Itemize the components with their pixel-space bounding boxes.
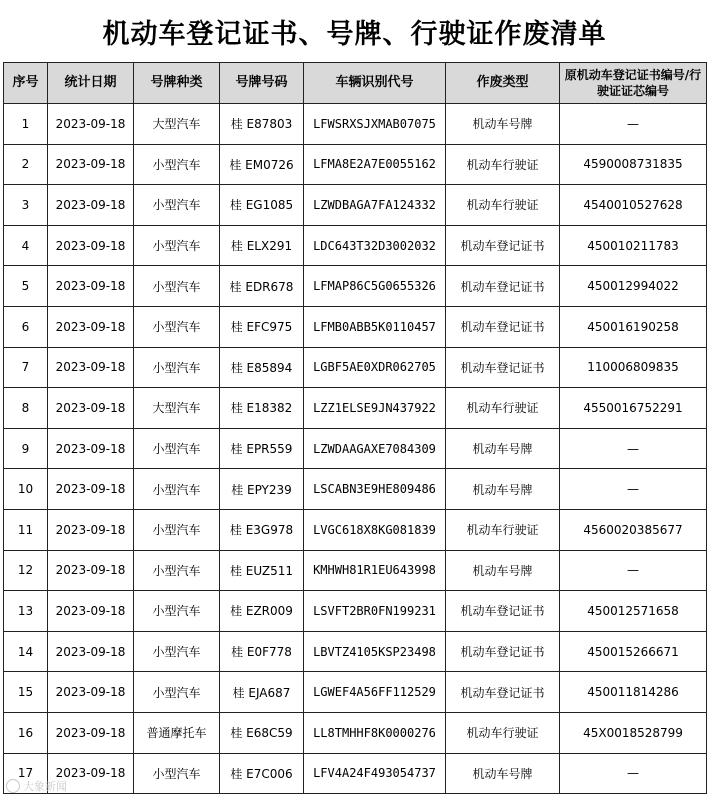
cell-plate-type: 小型汽车 [134, 591, 220, 632]
cell-plate-type: 小型汽车 [134, 266, 220, 307]
cell-index: 6 [4, 306, 48, 347]
cell-vin: LSCABN3E9HE809486 [304, 469, 446, 510]
watermark [6, 778, 67, 794]
cell-void-type: 机动车登记证书 [446, 266, 560, 307]
col-header-plate-number: 号牌号码 [220, 63, 304, 104]
cell-vin: LVGC618X8KG081839 [304, 509, 446, 550]
cell-date: 2023-09-18 [48, 631, 134, 672]
void-list-table [3, 62, 707, 794]
cell-date: 2023-09-18 [48, 266, 134, 307]
cell-void-type: 机动车登记证书 [446, 306, 560, 347]
cell-cert-number: 450015266671 [560, 631, 707, 672]
document-title: 机动车登记证书、号牌、行驶证作废清单 [102, 18, 607, 50]
watermark-logo-icon [6, 779, 20, 793]
cell-void-type: 机动车行驶证 [446, 388, 560, 429]
cell-cert-number: 450012571658 [560, 591, 707, 632]
cell-plate-number: 桂 EUZ511 [220, 550, 304, 591]
cell-void-type: 机动车行驶证 [446, 509, 560, 550]
cell-cert-number: 45X0018528799 [560, 712, 707, 753]
cell-plate-number: 桂 EPY239 [220, 469, 304, 510]
cell-void-type: 机动车登记证书 [446, 631, 560, 672]
cell-void-type: 机动车登记证书 [446, 672, 560, 713]
col-header-cert-number: 原机动车登记证书编号/行驶证证芯编号 [560, 63, 707, 104]
cell-date: 2023-09-18 [48, 591, 134, 632]
cell-plate-number: 桂 E3G978 [220, 509, 304, 550]
cell-plate-number: 桂 EZR009 [220, 591, 304, 632]
col-header-plate-type: 号牌种类 [134, 63, 220, 104]
cell-plate-number: 桂 E7C006 [220, 753, 304, 794]
table-row [4, 509, 707, 550]
table-row [4, 104, 707, 145]
cell-cert-number: 4590008731835 [560, 144, 707, 185]
table-row [4, 266, 707, 307]
cell-cert-number: 4560020385677 [560, 509, 707, 550]
cell-date: 2023-09-18 [48, 672, 134, 713]
table-row [4, 712, 707, 753]
cell-vin: LL8TMHHF8K0000276 [304, 712, 446, 753]
cell-vin: LGBF5AE0XDR062705 [304, 347, 446, 388]
cell-date: 2023-09-18 [48, 509, 134, 550]
col-header-vin: 车辆识别代号 [304, 63, 446, 104]
cell-plate-number: 桂 EDR678 [220, 266, 304, 307]
cell-cert-number: — [560, 428, 707, 469]
cell-vin: KMHWH81R1EU643998 [304, 550, 446, 591]
cell-date: 2023-09-18 [48, 428, 134, 469]
cell-void-type: 机动车号牌 [446, 550, 560, 591]
cell-index: 2 [4, 144, 48, 185]
cell-plate-type: 小型汽车 [134, 753, 220, 794]
cell-index: 7 [4, 347, 48, 388]
cell-date: 2023-09-18 [48, 104, 134, 145]
table-row [4, 388, 707, 429]
cell-plate-type: 小型汽车 [134, 144, 220, 185]
cell-cert-number: 110006809835 [560, 347, 707, 388]
cell-index: 15 [4, 672, 48, 713]
cell-vin: LFMAP86C5G0655326 [304, 266, 446, 307]
cell-void-type: 机动车号牌 [446, 428, 560, 469]
table-row [4, 144, 707, 185]
cell-index: 13 [4, 591, 48, 632]
cell-plate-number: 桂 EG1085 [220, 185, 304, 226]
cell-plate-type: 小型汽车 [134, 225, 220, 266]
table-row [4, 753, 707, 794]
table-header-row [4, 63, 707, 104]
cell-index: 1 [4, 104, 48, 145]
cell-cert-number: 4540010527628 [560, 185, 707, 226]
cell-plate-type: 小型汽车 [134, 428, 220, 469]
cell-vin: LFMB0ABB5K0110457 [304, 306, 446, 347]
cell-date: 2023-09-18 [48, 753, 134, 794]
cell-index: 12 [4, 550, 48, 591]
cell-plate-number: 桂 EPR559 [220, 428, 304, 469]
cell-index: 9 [4, 428, 48, 469]
cell-void-type: 机动车登记证书 [446, 225, 560, 266]
cell-plate-number: 桂 EFC975 [220, 306, 304, 347]
cell-cert-number: 450011814286 [560, 672, 707, 713]
cell-date: 2023-09-18 [48, 306, 134, 347]
cell-plate-type: 大型汽车 [134, 388, 220, 429]
cell-plate-type: 小型汽车 [134, 347, 220, 388]
cell-void-type: 机动车登记证书 [446, 591, 560, 632]
table-row [4, 347, 707, 388]
table-row [4, 225, 707, 266]
watermark-text: 大象新闻 [23, 780, 67, 793]
cell-index: 4 [4, 225, 48, 266]
cell-date: 2023-09-18 [48, 185, 134, 226]
cell-vin: LGWEF4A56FF112529 [304, 672, 446, 713]
cell-vin: LZZ1ELSE9JN437922 [304, 388, 446, 429]
cell-index: 10 [4, 469, 48, 510]
cell-plate-type: 小型汽车 [134, 672, 220, 713]
cell-date: 2023-09-18 [48, 712, 134, 753]
cell-cert-number: — [560, 104, 707, 145]
cell-index: 11 [4, 509, 48, 550]
cell-cert-number: — [560, 469, 707, 510]
cell-cert-number: 450010211783 [560, 225, 707, 266]
cell-date: 2023-09-18 [48, 347, 134, 388]
col-header-void-type: 作废类型 [446, 63, 560, 104]
cell-plate-number: 桂 E68C59 [220, 712, 304, 753]
table-row [4, 591, 707, 632]
cell-cert-number: 450016190258 [560, 306, 707, 347]
col-header-date: 统计日期 [48, 63, 134, 104]
cell-date: 2023-09-18 [48, 144, 134, 185]
cell-date: 2023-09-18 [48, 469, 134, 510]
cell-plate-number: 桂 ELX291 [220, 225, 304, 266]
cell-void-type: 机动车号牌 [446, 104, 560, 145]
col-header-index: 序号 [4, 63, 48, 104]
table-row [4, 306, 707, 347]
cell-vin: LBVTZ4105KSP23498 [304, 631, 446, 672]
cell-date: 2023-09-18 [48, 388, 134, 429]
cell-plate-number: 桂 E85894 [220, 347, 304, 388]
cell-plate-type: 大型汽车 [134, 104, 220, 145]
cell-void-type: 机动车行驶证 [446, 712, 560, 753]
cell-date: 2023-09-18 [48, 225, 134, 266]
cell-vin: LFMA8E2A7E0055162 [304, 144, 446, 185]
cell-plate-number: 桂 E87803 [220, 104, 304, 145]
cell-plate-type: 普通摩托车 [134, 712, 220, 753]
cell-cert-number: — [560, 550, 707, 591]
cell-vin: LZWDBAGA7FA124332 [304, 185, 446, 226]
cell-index: 17 [4, 753, 48, 794]
cell-plate-type: 小型汽车 [134, 306, 220, 347]
cell-cert-number: 4550016752291 [560, 388, 707, 429]
cell-vin: LDC643T32D3002032 [304, 225, 446, 266]
cell-vin: LFWSRXSJXMAB07075 [304, 104, 446, 145]
cell-plate-number: 桂 EM0726 [220, 144, 304, 185]
cell-void-type: 机动车号牌 [446, 469, 560, 510]
cell-cert-number: — [560, 753, 707, 794]
cell-plate-type: 小型汽车 [134, 509, 220, 550]
cell-index: 16 [4, 712, 48, 753]
table-row [4, 672, 707, 713]
cell-index: 8 [4, 388, 48, 429]
cell-void-type: 机动车行驶证 [446, 185, 560, 226]
cell-void-type: 机动车行驶证 [446, 144, 560, 185]
cell-void-type: 机动车登记证书 [446, 347, 560, 388]
cell-vin: LFV4A24F493054737 [304, 753, 446, 794]
cell-index: 14 [4, 631, 48, 672]
cell-plate-number: 桂 EJA687 [220, 672, 304, 713]
cell-cert-number: 450012994022 [560, 266, 707, 307]
cell-plate-number: 桂 E18382 [220, 388, 304, 429]
table-row [4, 469, 707, 510]
cell-plate-type: 小型汽车 [134, 469, 220, 510]
cell-vin: LZWDAAGAXE7084309 [304, 428, 446, 469]
table-row [4, 428, 707, 469]
table-row [4, 631, 707, 672]
cell-date: 2023-09-18 [48, 550, 134, 591]
cell-void-type: 机动车号牌 [446, 753, 560, 794]
table-row [4, 185, 707, 226]
cell-plate-type: 小型汽车 [134, 550, 220, 591]
table-row [4, 550, 707, 591]
cell-vin: LSVFT2BR0FN199231 [304, 591, 446, 632]
cell-index: 3 [4, 185, 48, 226]
cell-plate-number: 桂 E0F778 [220, 631, 304, 672]
cell-plate-type: 小型汽车 [134, 185, 220, 226]
cell-index: 5 [4, 266, 48, 307]
cell-plate-type: 小型汽车 [134, 631, 220, 672]
